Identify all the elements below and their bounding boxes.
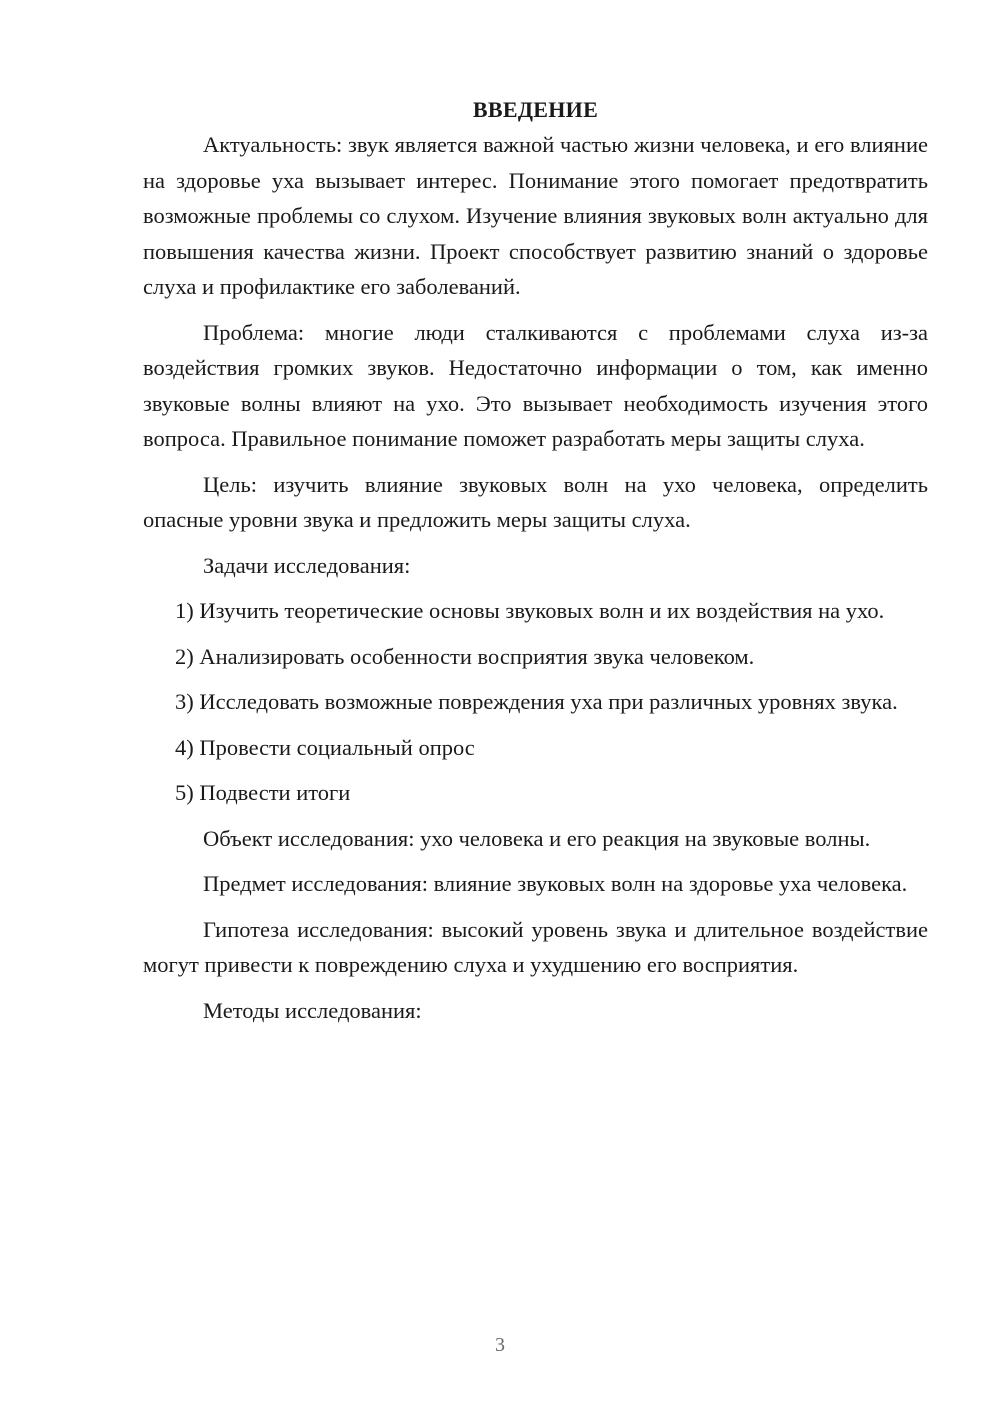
section-title: ВВЕДЕНИЕ bbox=[472, 97, 599, 122]
methods-heading: Методы исследования: bbox=[203, 997, 422, 1023]
paragraph-problem: Проблема: многие люди сталкиваются с проблемами слуха из-за воздействия громких звуков. Недостаточно информации о том, как именно звуковые волны влияют на ухо. Это вызывает необходимость изучения этого вопроса. Правильное понимание поможет разработать меры защиты слуха. bbox=[143, 319, 928, 451]
paragraph-object: Объект исследования: ухо человека и его реакция на звуковые волны. bbox=[203, 825, 871, 851]
task-item-5: 5) Подвести итоги bbox=[175, 780, 351, 805]
task-item-4: 4) Провести социальный опрос bbox=[175, 734, 475, 760]
paragraph-hypothesis: Гипотеза исследования: высокий уровень звука и длительное воздействие могут привести к повреждению слуха и ухудшению его восприятия. bbox=[143, 916, 928, 977]
task-item-3: 3) Исследовать возможные повреждения уха при различных уровнях звука. bbox=[175, 689, 898, 714]
paragraph-subject: Предмет исследования: влияние звуковых волн на здоровье уха человека. bbox=[203, 871, 908, 896]
paragraph-goal: Цель: изучить влияние звуковых волн на ухо человека, определить опасные уровни звука и предложить меры защиты слуха. bbox=[143, 471, 928, 532]
task-item-2: 2) Анализировать особенности восприятия звука человеком. bbox=[175, 643, 755, 669]
tasks-heading: Задачи исследования: bbox=[203, 552, 411, 578]
task-item-1: 1) Изучить теоретические основы звуковых волн и их воздействия на ухо. bbox=[175, 598, 885, 623]
paragraph-relevance: Актуальность: звук является важной частью жизни человека, и его влияние на здоровье уха вызывает интерес. Понимание этого помогает предотвратить возможные проблемы со слухом. Изучение влияния звуковых волн актуально для повышения качества жизни. Проект способствует развитию знаний о здоровье слуха и профилактике его заболеваний. bbox=[143, 132, 928, 299]
page-number: 3 bbox=[495, 1334, 505, 1356]
document-page bbox=[143, 92, 928, 1038]
